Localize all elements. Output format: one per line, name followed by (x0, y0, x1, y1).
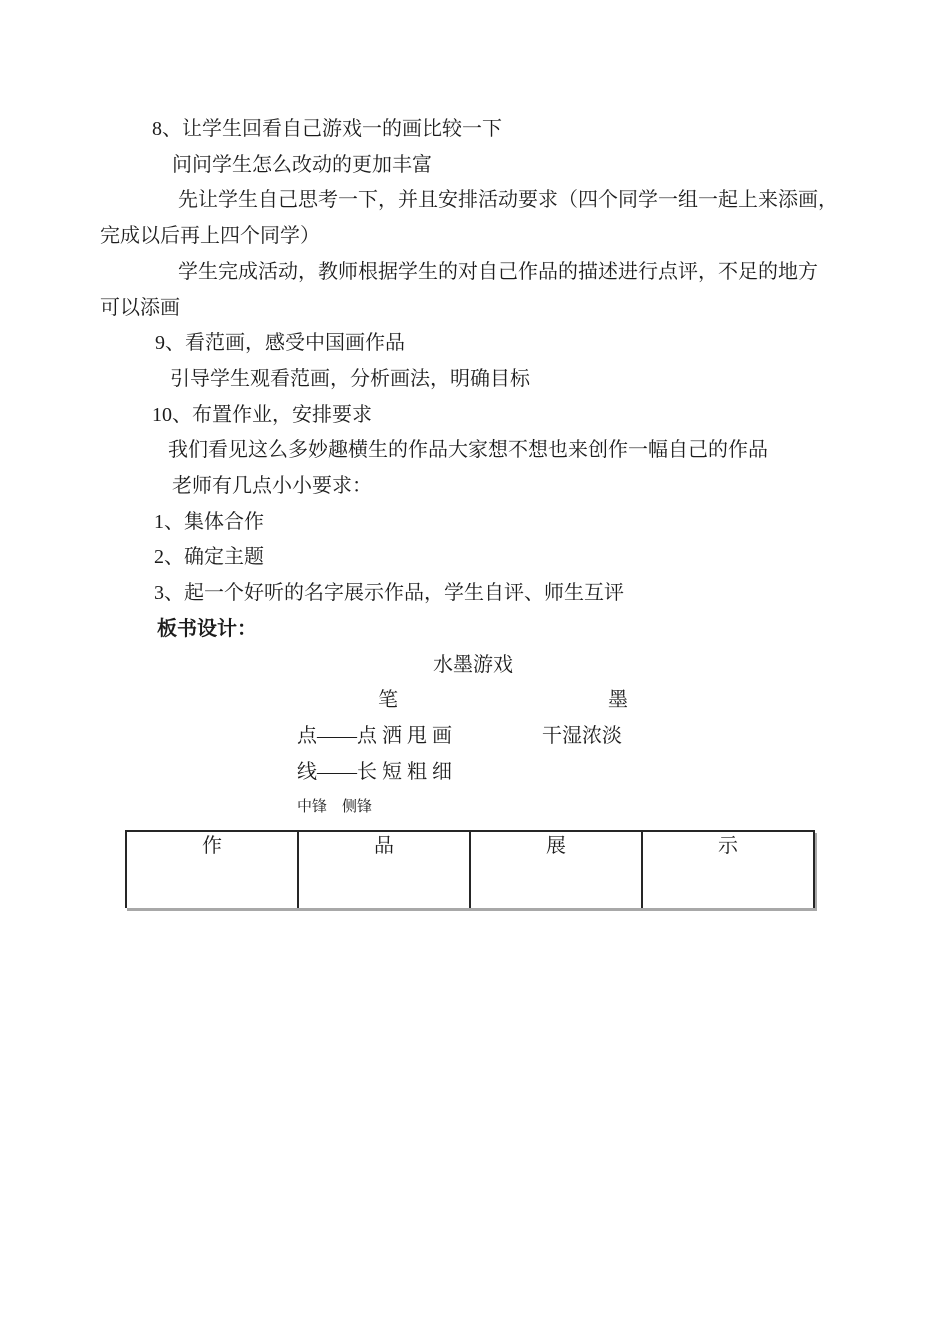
paragraph-step-10: 10、布置作业，安排要求 (152, 403, 372, 426)
board-stroke-note-row (100, 790, 846, 826)
table-header-cell: 作 (202, 835, 222, 858)
board-pen-ink-row (100, 683, 846, 719)
paragraph-line: 老师有几点小小要求： (172, 475, 372, 498)
paragraph-step-9: 9、看范画，感受中国画作品 (155, 332, 405, 355)
paragraph-line-continuation: 完成以后再上四个同学） (100, 225, 320, 248)
board-pen-label: 笔 (378, 689, 398, 712)
document-body (100, 112, 846, 908)
paragraph-line: 先让学生自己思考一下，并且安排活动要求（四个同学一组一起上来添画， (178, 189, 838, 212)
paragraph-line: 我们看见这么多妙趣横生的作品大家想不想也来创作一幅自己的作品 (168, 439, 768, 462)
paragraph-step-8: 8、让学生回看自己游戏一的画比较一下 (152, 118, 502, 140)
board-dot-row (100, 719, 846, 755)
board-ink-detail: 干湿浓淡 (542, 724, 622, 747)
table-header-cell: 展 (469, 832, 641, 908)
paragraph-requirement-3: 3、起一个好听的名字展示作品，学生自评、师生互评 (154, 582, 624, 605)
table-header-cell: 品 (297, 832, 469, 908)
board-ink-label: 墨 (608, 689, 628, 712)
paragraph-line: 学生完成活动，教师根据学生的对自己作品的描述进行点评，不足的地方 (178, 260, 818, 283)
table-header-cell: 示 (641, 832, 813, 908)
paragraph-requirement-2: 2、确定主题 (154, 546, 264, 569)
paragraph-requirement-1: 1、集体合作 (154, 510, 264, 533)
paragraph-line-continuation: 可以添画 (100, 296, 180, 319)
board-design-heading: 板书设计： (157, 617, 257, 640)
paragraph-line: 问问学生怎么改动的更加丰富 (172, 153, 432, 176)
board-title: 水墨游戏 (433, 653, 513, 676)
board-line-row (100, 755, 846, 791)
paragraph-line: 引导学生观看范画，分析画法，明确目标 (170, 367, 530, 390)
board-line-techniques: 线——长 短 粗 细 (297, 760, 452, 783)
board-dot-techniques: 点——点 洒 甩 画 (297, 724, 452, 747)
board-stroke-note: 中锋 侧锋 (297, 799, 373, 816)
work-display-table (125, 830, 815, 908)
